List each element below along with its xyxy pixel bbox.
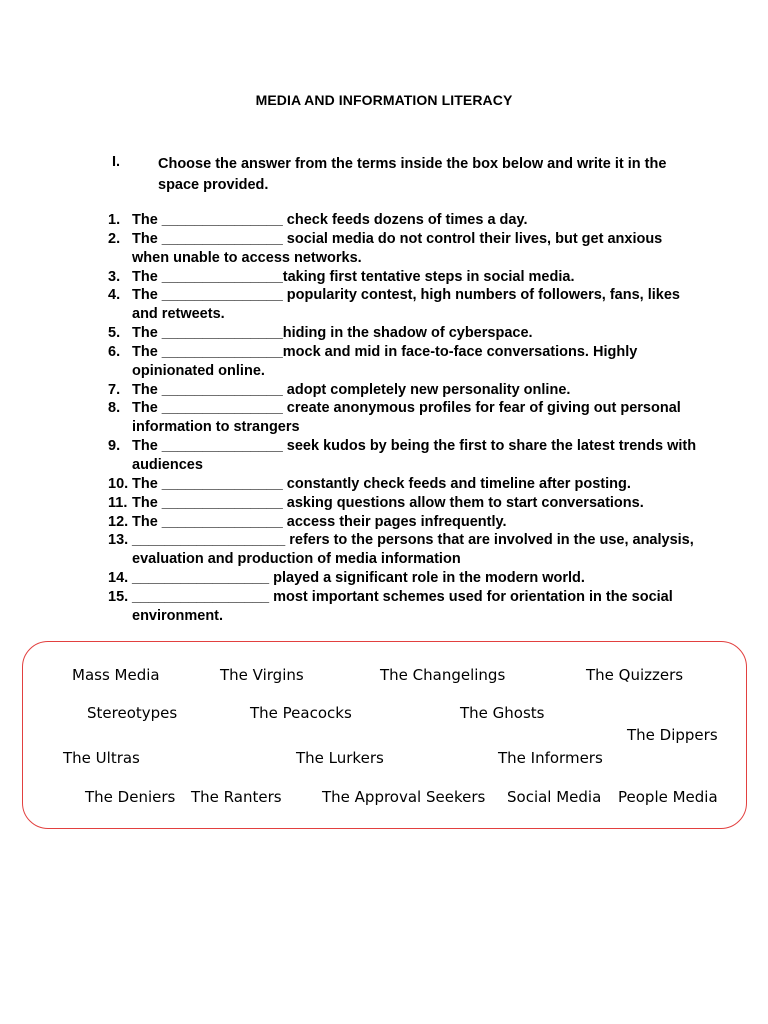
question-item — [108, 230, 698, 268]
question-text: The _______________hiding in the shadow of cyberspace. — [132, 325, 533, 342]
question-number: 12. — [108, 513, 129, 530]
question-text: The _______________ access their pages infrequently. — [132, 513, 507, 530]
question-number: 6. — [108, 343, 121, 360]
question-text: The _______________ adopt completely new personality online. — [132, 381, 571, 398]
term-people-media: People Media — [618, 788, 718, 806]
question-number: 4. — [108, 287, 121, 304]
question-text: The _______________ check feeds dozens of times a day. — [132, 212, 528, 228]
term-the-changelings: The Changelings — [380, 666, 506, 684]
question-text: The _______________ social media do not control their lives, but get anxious when unable to access networks. — [132, 230, 663, 266]
question-item — [108, 494, 698, 513]
question-number: 10. — [108, 475, 129, 492]
question-number: 3. — [108, 268, 121, 285]
term-social-media: Social Media — [507, 788, 602, 806]
question-number: 2. — [108, 230, 121, 247]
question-text: The _______________ create anonymous profiles for fear of giving out personal information to strangers — [132, 400, 681, 436]
question-number: 14. — [108, 570, 129, 587]
term-the-approval-seekers: The Approval Seekers — [322, 788, 486, 806]
question-number: 1. — [108, 212, 121, 228]
term-the-ultras: The Ultras — [63, 749, 140, 767]
question-number: 15. — [108, 588, 129, 605]
question-item — [108, 513, 698, 532]
question-number: 5. — [108, 325, 121, 342]
question-text: ___________________ refers to the persons that are involved in the use, analysis, evaluation and production of media information — [132, 532, 694, 568]
question-item — [108, 324, 698, 343]
question-item — [108, 211, 698, 230]
question-number: 11. — [108, 494, 128, 511]
question-number: 7. — [108, 381, 121, 398]
question-text: _________________ played a significant role in the modern world. — [132, 570, 585, 587]
question-item — [108, 588, 698, 626]
question-item — [108, 437, 698, 475]
question-item — [108, 399, 698, 437]
term-the-peacocks: The Peacocks — [250, 704, 352, 722]
term-mass-media: Mass Media — [72, 666, 160, 684]
question-number: 9. — [108, 438, 121, 455]
question-item — [108, 531, 698, 569]
section-number: I. — [112, 154, 121, 170]
question-text: _________________ most important schemes used for orientation in the social environment. — [132, 588, 673, 624]
section-instruction: Choose the answer from the terms inside the box below and write it in the space provided. — [158, 156, 667, 193]
term-stereotypes: Stereotypes — [87, 704, 178, 722]
question-text: The _______________ seek kudos by being the first to share the latest trends with audiences — [132, 438, 697, 473]
term-the-informers: The Informers — [498, 749, 603, 767]
question-text: The _______________ constantly check feeds and timeline after posting. — [132, 475, 631, 492]
question-number: 8. — [108, 400, 121, 417]
question-text: The _______________ popularity contest, high numbers of followers, fans, likes and retweets. — [132, 287, 680, 323]
question-item — [108, 475, 698, 494]
question-item — [108, 286, 698, 324]
question-number: 13. — [108, 532, 129, 549]
question-item — [108, 569, 698, 588]
question-text: The _______________mock and mid in face-to-face conversations. Highly opinionated online. — [132, 343, 638, 379]
term-the-deniers: The Deniers — [85, 788, 176, 806]
term-the-virgins: The Virgins — [220, 666, 304, 684]
term-the-ranters: The Ranters — [191, 788, 282, 806]
term-the-ghosts: The Ghosts — [460, 704, 545, 722]
term-the-quizzers: The Quizzers — [586, 666, 684, 684]
question-list — [108, 211, 698, 626]
question-item — [108, 343, 698, 381]
page-title: MEDIA AND INFORMATION LITERACY — [255, 92, 513, 108]
question-text: The _______________taking first tentative steps in social media. — [132, 268, 575, 285]
question-item — [108, 268, 698, 287]
term-the-dippers: The Dippers — [627, 726, 718, 744]
question-item — [108, 381, 698, 400]
question-text: The _______________ asking questions allow them to start conversations. — [132, 494, 644, 511]
term-the-lurkers: The Lurkers — [296, 749, 384, 767]
